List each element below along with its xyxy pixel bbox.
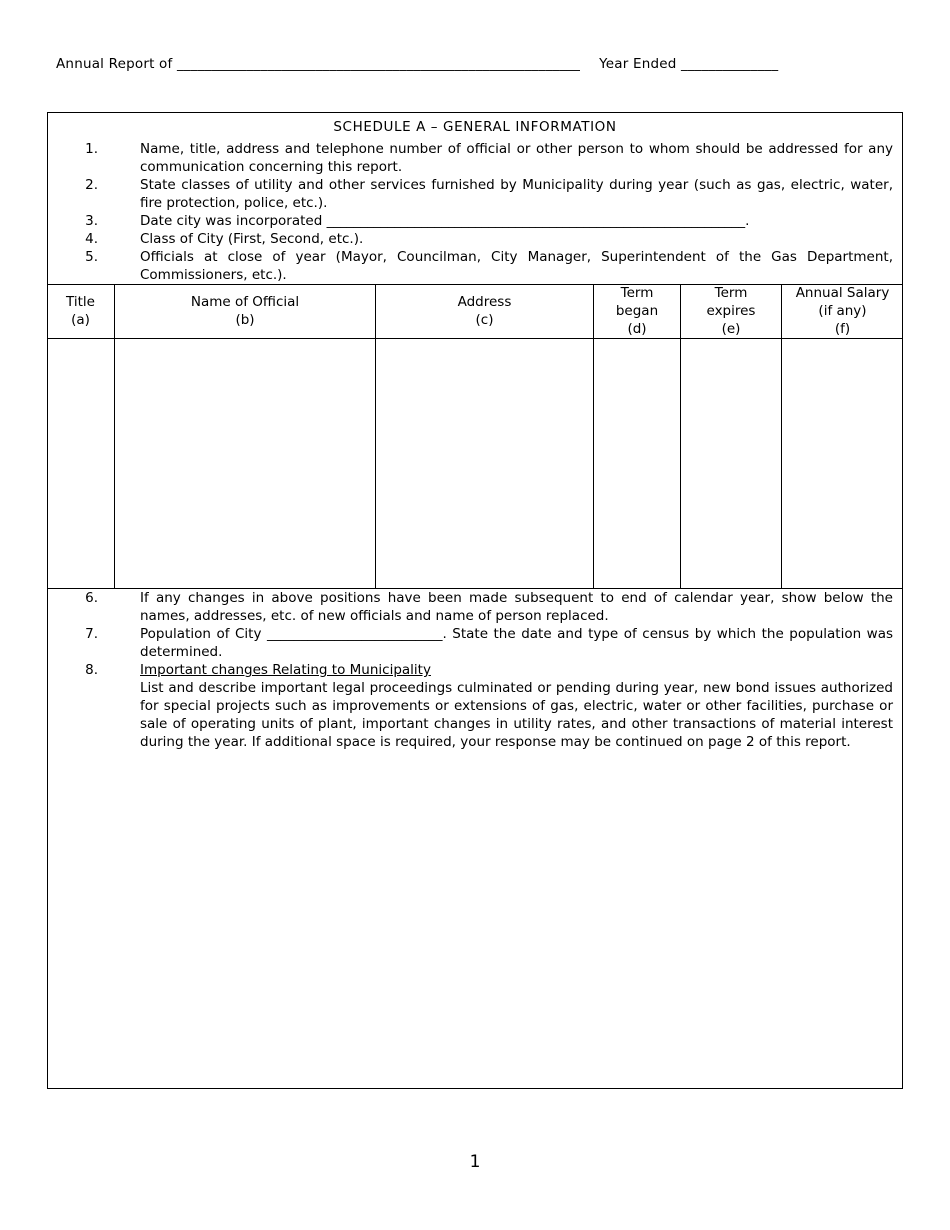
item-text-incorporated[interactable]: Date city was incorporated ______________________________________________________________. xyxy=(140,213,750,229)
report-header xyxy=(56,56,778,72)
item-number: 8. xyxy=(85,662,98,678)
col-header-line: (d) xyxy=(627,321,647,337)
col-header-term-began xyxy=(594,284,680,338)
item-text: List and describe important legal proceedings culminated or pending during year, new bond issues authorized for special projects such as improvements or extensions of gas, electric, water or other facilities, purchase or sale of operating units of plant, important changes in utility rates, and other transactions of material interest during the year. If additional space is required, your response may be continued on page 2 of this report. xyxy=(140,680,893,750)
annual-report-label: Annual Report of xyxy=(56,56,173,72)
instruction-item xyxy=(48,589,902,625)
col-header-line: Name of Official xyxy=(190,294,300,310)
col-header-line: began xyxy=(615,303,659,319)
col-header-line: expires xyxy=(706,303,756,319)
year-ended-blank[interactable]: ______________ xyxy=(681,56,779,72)
col-header-line: Term xyxy=(714,285,748,301)
item-number: 2. xyxy=(85,177,98,193)
page-number: 1 xyxy=(469,1152,481,1172)
col-header-address xyxy=(376,284,593,338)
item-number: 5. xyxy=(85,249,98,265)
col-header-line: (a) xyxy=(71,312,90,328)
col-header-line: Address xyxy=(457,294,512,310)
schedule-title: SCHEDULE A – GENERAL INFORMATION xyxy=(333,119,617,135)
item-text: If any changes in above positions have been made subsequent to end of calendar year, show below the names, addresses, etc. of new officials and name of person replaced. xyxy=(140,590,893,624)
item-heading: Important changes Relating to Municipality xyxy=(140,662,431,678)
instruction-item xyxy=(48,140,902,176)
instruction-item xyxy=(48,625,902,661)
col-header-name xyxy=(115,284,375,338)
col-header-line: (if any) xyxy=(818,303,867,319)
col-header-line: (e) xyxy=(721,321,741,337)
col-header-title xyxy=(47,284,114,338)
col-header-line: (c) xyxy=(475,312,494,328)
item-text: Name, title, address and telephone number of official or other person to whom should be addressed for any communication concerning this report. xyxy=(140,141,893,175)
col-header-line: Title xyxy=(66,294,95,310)
schedule-a-frame xyxy=(47,112,903,1089)
col-header-line: (f) xyxy=(834,321,851,337)
annual-report-blank[interactable]: __________________________________________________________ xyxy=(176,56,581,72)
item-number: 3. xyxy=(85,213,98,229)
table-header-border xyxy=(47,338,903,339)
item-number: 4. xyxy=(85,231,98,247)
item-text: Officials at close of year (Mayor, Councilman, City Manager, Superintendent of the Gas Department, Commissioners, etc.). xyxy=(140,249,893,283)
item-text: Class of City (First, Second, etc.). xyxy=(140,231,364,247)
instruction-item xyxy=(48,230,902,248)
col-header-line: Term xyxy=(620,285,654,301)
col-header-line: (b) xyxy=(235,312,255,328)
instruction-item xyxy=(48,176,902,212)
instructions-list-top xyxy=(48,140,902,284)
item-text: State classes of utility and other services furnished by Municipality during year (such as gas, electric, water, fire protection, police, etc.). xyxy=(140,177,893,211)
item-number: 6. xyxy=(85,590,98,606)
col-header-term-expires xyxy=(681,284,781,338)
col-header-line: Annual Salary xyxy=(795,285,890,301)
item-number: 7. xyxy=(85,626,98,642)
officials-table xyxy=(47,284,903,589)
col-header-annual-salary xyxy=(782,284,903,338)
year-ended-label: Year Ended xyxy=(599,56,677,72)
item-number: 1. xyxy=(85,141,98,157)
instruction-item xyxy=(48,212,902,230)
item-text-population[interactable]: Population of City __________________________. State the date and type of census by which the population was determined. xyxy=(140,626,893,660)
instruction-item xyxy=(48,661,902,751)
instruction-item xyxy=(48,248,902,284)
instructions-list-bottom xyxy=(48,589,902,751)
